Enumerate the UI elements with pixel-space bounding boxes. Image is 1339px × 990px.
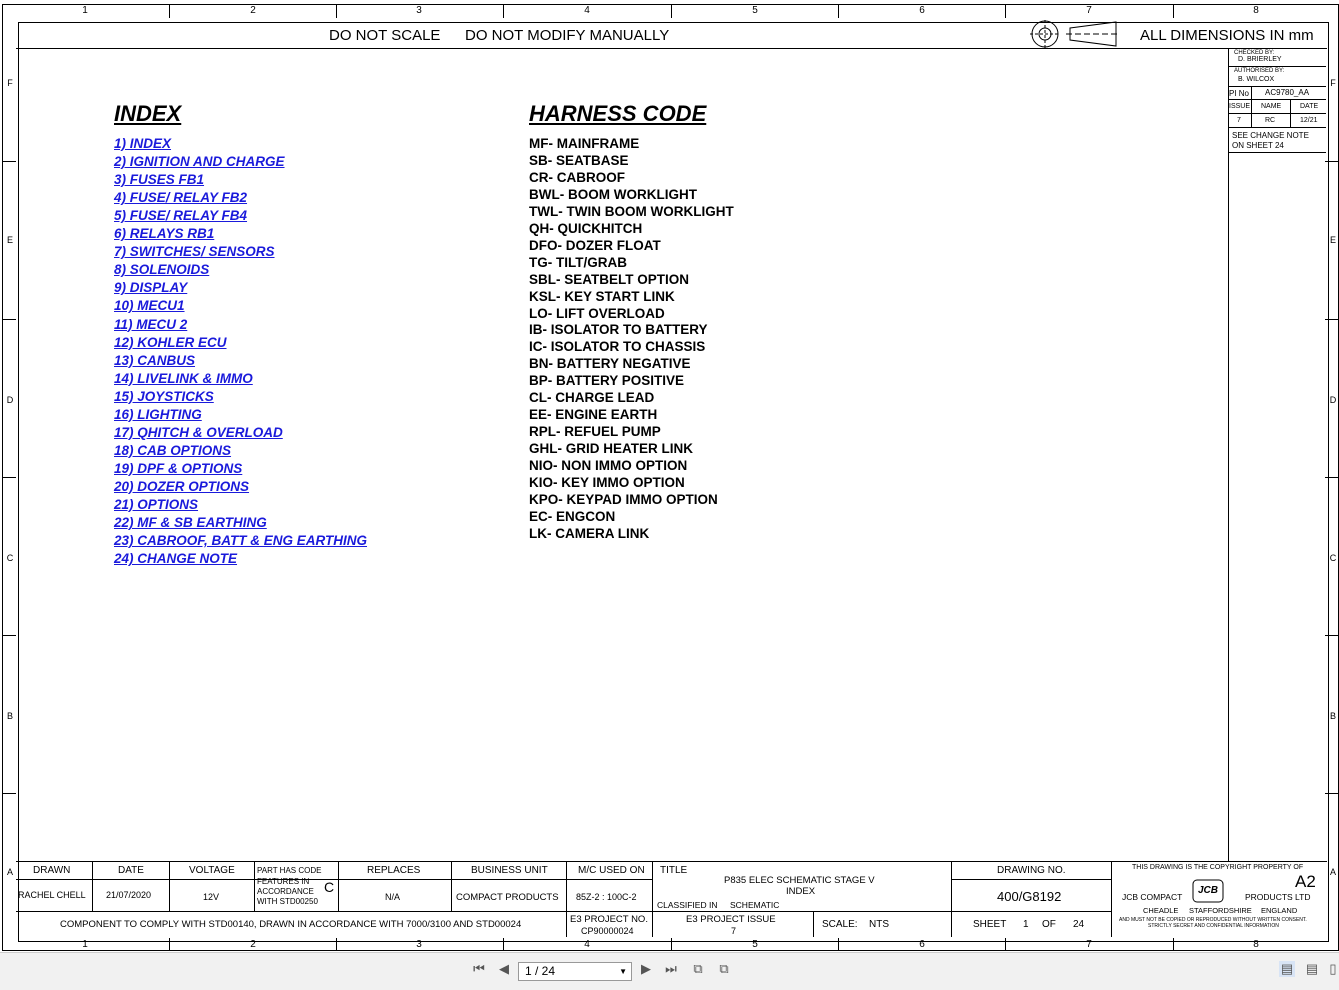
zone-letter-f-right: F — [1330, 78, 1336, 88]
zone-number-6-bottom: 6 — [919, 939, 925, 950]
index-link[interactable]: 9) DISPLAY — [114, 280, 188, 296]
drawing-no-value: 400/G8192 — [997, 889, 1062, 904]
harness-code-item: CR- CABROOF — [529, 169, 625, 185]
index-title: INDEX — [114, 101, 182, 126]
zone-letter-a: A — [6, 867, 13, 877]
date-label: DATE — [1300, 103, 1319, 110]
zone-letter-b: B — [6, 711, 13, 721]
zone-number-7: 7 — [1086, 5, 1092, 16]
index-link[interactable]: 2) IGNITION AND CHARGE — [114, 154, 285, 170]
scale-label: SCALE: — [822, 919, 858, 930]
of-value: 24 — [1073, 919, 1085, 930]
harness-code-item: NIO- NON IMMO OPTION — [529, 458, 688, 474]
rotate-icon[interactable]: ⧉ — [693, 961, 703, 976]
name-label: NAME — [1261, 103, 1282, 110]
features-line-2: ACCORDANCE — [257, 887, 314, 896]
zone-number-1: 1 — [82, 5, 88, 16]
e3-project-no-label: E3 PROJECT NO. — [570, 914, 648, 925]
harness-code-item: MF- MAINFRAME — [529, 136, 640, 151]
index-link[interactable]: 4) FUSE/ RELAY FB2 — [114, 190, 248, 206]
index-link[interactable]: 5) FUSE/ RELAY FB4 — [114, 208, 248, 224]
mc-used-on-label: M/C USED ON — [578, 865, 645, 876]
business-unit-label: BUSINESS UNIT — [471, 865, 548, 876]
authorised-by-label: AUTHORISED BY: — [1234, 68, 1285, 74]
harness-code-item: SB- SEATBASE — [529, 152, 629, 168]
title-label: TITLE — [660, 865, 688, 876]
harness-code-item: TWL- TWIN BOOM WORKLIGHT — [529, 203, 734, 219]
zone-number-8: 8 — [1253, 5, 1259, 16]
code-value: C — [324, 879, 335, 895]
compliance-note: COMPONENT TO COMPLY WITH STD00140, DRAWN IN ACCORDANCE WITH 7000/3100 AND STD00024 — [60, 919, 522, 930]
authorised-by-value: B. WILCOX — [1238, 76, 1275, 83]
zone-number-4: 4 — [584, 5, 590, 16]
index-link[interactable]: 15) JOYSTICKS — [114, 388, 214, 404]
drawn-label: DRAWN — [33, 865, 71, 876]
do-not-modify-note: DO NOT MODIFY MANUALLY — [465, 27, 670, 44]
jcb-logo: JCB — [1192, 877, 1224, 905]
address-staffordshire: STAFFORDSHIRE — [1189, 906, 1252, 915]
pi-label: PI No — [1229, 89, 1250, 98]
zone-number-8-bottom: 8 — [1253, 939, 1259, 950]
replaces-label: REPLACES — [367, 865, 421, 876]
index-link[interactable]: 22) MF & SB EARTHING — [114, 515, 267, 531]
do-not-scale-note: DO NOT SCALE — [329, 27, 441, 44]
index-link[interactable]: 14) LIVELINK & IMMO — [114, 370, 253, 386]
change-note-line-1: SEE CHANGE NOTE — [1232, 131, 1309, 140]
drawing-title-line-1: P835 ELEC SCHEMATIC STAGE V — [724, 875, 875, 886]
e3-project-issue-value: 7 — [731, 926, 737, 936]
index-link[interactable]: 6) RELAYS RB1 — [114, 226, 215, 242]
zone-letter-f: F — [7, 78, 13, 88]
of-label: OF — [1042, 919, 1056, 930]
address-england: ENGLAND — [1261, 906, 1298, 915]
paper-size: A2 — [1295, 872, 1316, 891]
features-line-1: FEATURES IN — [257, 877, 310, 886]
index-link[interactable]: 3) FUSES FB1 — [114, 172, 205, 188]
first-page-icon[interactable]: ⏮ — [473, 961, 485, 976]
zone-letter-c: C — [6, 553, 14, 563]
pi-value: AC9780_AA — [1265, 88, 1310, 97]
zone-number-6: 6 — [919, 5, 925, 16]
harness-code-item: BN- BATTERY NEGATIVE — [529, 356, 691, 372]
zone-number-5: 5 — [752, 5, 758, 16]
viewer-toolbar — [0, 952, 1339, 990]
zone-number-2-bottom: 2 — [250, 939, 256, 950]
issue-label: ISSUE — [1229, 103, 1251, 110]
zone-number-3: 3 — [416, 5, 422, 16]
harness-code-item: IB- ISOLATOR TO BATTERY — [529, 322, 708, 338]
change-note-line-2: ON SHEET 24 — [1232, 141, 1284, 150]
date-value: 12/21 — [1300, 117, 1318, 124]
zone-number-5-bottom: 5 — [752, 939, 758, 950]
harness-code-item: BP- BATTERY POSITIVE — [529, 373, 685, 389]
harness-code-item: LO- LIFT OVERLOAD — [529, 305, 665, 321]
harness-code-item: BWL- BOOM WORKLIGHT — [529, 186, 697, 202]
zone-number-1-bottom: 1 — [82, 939, 88, 950]
harness-code-item: KPO- KEYPAD IMMO OPTION — [529, 491, 718, 507]
date-label: DATE — [118, 865, 144, 876]
part-code-label: PART HAS CODE — [257, 866, 322, 875]
harness-code-item: EE- ENGINE EARTH — [529, 407, 658, 423]
chevron-down-icon: ▼ — [619, 967, 627, 976]
index-link[interactable]: 11) MECU 2 — [114, 316, 188, 332]
index-link[interactable]: 24) CHANGE NOTE — [114, 551, 238, 567]
index-link[interactable]: 7) SWITCHES/ SENSORS — [114, 244, 275, 260]
checked-by-value: D. BRIERLEY — [1238, 56, 1282, 63]
harness-code-item: CL- CHARGE LEAD — [529, 390, 655, 406]
harness-code-item: DFO- DOZER FLOAT — [529, 237, 661, 253]
index-link[interactable]: 16) LIGHTING — [114, 406, 202, 422]
business-unit-value: COMPACT PRODUCTS — [456, 892, 559, 903]
replaces-value: N/A — [385, 892, 401, 902]
zone-letter-e-right: E — [1329, 235, 1336, 245]
zone-letter-e: E — [6, 235, 13, 245]
issue-value: 7 — [1237, 117, 1241, 124]
features-line-3: WITH STD00250 — [257, 897, 318, 906]
harness-code-item: GHL- GRID HEATER LINK — [529, 441, 693, 457]
zone-letter-c-right: C — [1329, 553, 1337, 563]
harness-code-item: IC- ISOLATOR TO CHASSIS — [529, 339, 706, 355]
drawing-title-line-2: INDEX — [786, 886, 816, 897]
e3-project-no-value: CP90000024 — [581, 926, 634, 936]
index-link[interactable]: 21) OPTIONS — [114, 497, 199, 512]
e3-project-issue-label: E3 PROJECT ISSUE — [686, 914, 776, 925]
copyright-line: THIS DRAWING IS THE COPYRIGHT PROPERTY OF — [1132, 864, 1304, 871]
single-page-icon[interactable]: ▤ — [1280, 961, 1294, 976]
name-value: RC — [1265, 117, 1276, 124]
last-page-icon[interactable]: ⏭ — [665, 961, 677, 976]
checked-by-label: CHECKED BY: — [1234, 50, 1275, 56]
index-link[interactable]: 10) MECU1 — [114, 298, 185, 314]
harness-code-item: TG- TILT/GRAB — [529, 254, 627, 270]
next-page-icon[interactable]: ▶ — [641, 961, 651, 976]
zone-number-4-bottom: 4 — [584, 939, 590, 950]
dimensions-note: ALL DIMENSIONS IN mm — [1140, 27, 1314, 44]
index-link[interactable]: 8) SOLENOIDS — [114, 262, 210, 278]
harness-code-item: EC- ENGCON — [529, 508, 616, 524]
harness-code-item: RPL- REFUEL PUMP — [529, 424, 661, 440]
company-left: JCB COMPACT — [1122, 892, 1183, 902]
index-link[interactable]: 13) CANBUS — [114, 352, 196, 368]
zone-letter-d-right: D — [1329, 395, 1337, 405]
prev-page-icon[interactable]: ◀ — [499, 961, 509, 976]
harness-code-item: QH- QUICKHITCH — [529, 220, 643, 236]
company-right: PRODUCTS LTD — [1245, 892, 1311, 902]
harness-code-title: HARNESS CODE — [529, 101, 707, 126]
zone-letter-d: D — [6, 395, 14, 405]
date-value: 21/07/2020 — [106, 890, 152, 900]
sheet-value: 1 — [1023, 919, 1029, 930]
index-link[interactable]: 12) KOHLER ECU — [114, 334, 227, 350]
scale-value: NTS — [869, 919, 889, 930]
mc-used-on-value: 85Z-2 : 100C-2 — [576, 892, 637, 902]
index-link[interactable]: 23) CABROOF, BATT & ENG EARTHING — [114, 533, 368, 549]
two-page-icon[interactable]: ▯ — [1329, 961, 1337, 976]
legal-line-2: STRICTLY SECRET AND CONFIDENTIAL INFORMATION — [1148, 923, 1279, 929]
classified-value: SCHEMATIC — [730, 900, 780, 910]
page-number-select[interactable] — [518, 962, 632, 981]
index-link[interactable]: 17) QHITCH & OVERLOAD — [114, 424, 283, 440]
zone-letter-b-right: B — [1329, 711, 1336, 721]
drawing-no-label: DRAWING NO. — [997, 865, 1066, 876]
page-indicator: 1 / 24 — [525, 964, 556, 978]
harness-code-item: SBL- SEATBELT OPTION — [529, 271, 689, 287]
index-link[interactable]: 19) DPF & OPTIONS — [114, 460, 243, 476]
harness-code-item: KIO- KEY IMMO OPTION — [529, 475, 685, 490]
harness-code-item: LK- CAMERA LINK — [529, 525, 650, 541]
legal-line-1: AND MUST NOT BE COPIED OR REPRODUCED WITHOUT WRITTEN CONSENT. — [1119, 917, 1307, 923]
zone-number-2: 2 — [250, 5, 256, 16]
zone-number-7-bottom: 7 — [1086, 939, 1092, 950]
continuous-icon[interactable]: ▤ — [1305, 961, 1319, 976]
projection-symbol-icon — [1030, 20, 1120, 53]
voltage-value: 12V — [203, 892, 220, 902]
harness-code-item: KSL- KEY START LINK — [529, 288, 675, 304]
zone-letter-a-right: A — [1329, 867, 1336, 877]
sheet-label: SHEET — [973, 919, 1007, 930]
index-link[interactable]: 18) CAB OPTIONS — [114, 442, 232, 458]
address-cheadle: CHEADLE — [1143, 906, 1179, 915]
zone-number-3-bottom: 3 — [416, 939, 422, 950]
fit-icon[interactable]: ⧉ — [719, 961, 729, 976]
voltage-label: VOLTAGE — [189, 865, 235, 876]
index-link[interactable]: 1) INDEX — [114, 136, 172, 151]
classified-label: CLASSIFIED IN — [657, 900, 718, 910]
drawn-value: RACHEL CHELL — [18, 890, 86, 900]
index-link[interactable]: 20) DOZER OPTIONS — [114, 478, 250, 494]
